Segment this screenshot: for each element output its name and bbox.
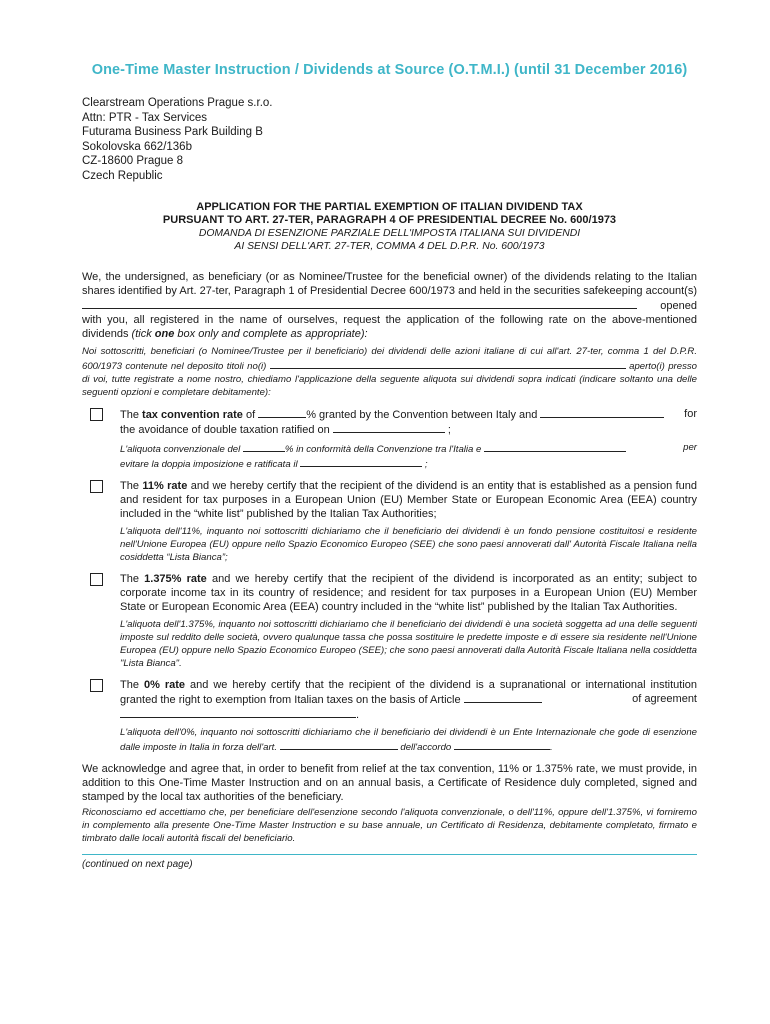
- option-text-it: .: [549, 742, 553, 754]
- heading-en-line2: PURSUANT TO ART. 27-TER, PARAGRAPH 4 OF PRESIDENTIAL DECREE No. 600/1973: [162, 213, 617, 226]
- option-rate-label: 11% rate: [142, 480, 188, 493]
- address-line: Sokolovska 662/136b: [82, 140, 192, 153]
- option-text: of agreement: [632, 693, 697, 706]
- address-line: Clearstream Operations Prague s.r.o.: [82, 97, 273, 109]
- option-text-it: % in conformità della Convenzione tra l'Italia e: [284, 444, 482, 456]
- option-treaty-it: [120, 441, 697, 471]
- address-line: Futurama Business Park Building B: [82, 126, 263, 139]
- option-1375-rate: [82, 572, 697, 670]
- option-text-it: dell'accordo: [400, 742, 452, 754]
- option-0-it: [120, 726, 697, 754]
- deposit-number-field[interactable]: [270, 358, 626, 369]
- treaty-rate-field[interactable]: [258, 407, 306, 418]
- acknowledgement-it: Riconosciamo ed accettiamo che, per beneficiare dell'esenzione secondo l'aliquota convenzionale, o dell'11%, oppure dell'1.375%, vi forniremo in complemento alla presente One-Time Master Instruction e su base annuale, un Certificato di Residenza, debitamente completato, firmato e timbrato dalle locali autorità fiscali del beneficiario.: [82, 807, 697, 845]
- option-text: and we hereby certify that the recipient of the dividend is incorporated as an entity; subject to corporate income tax in its country of residence; and resident for tax purposes in a European Union (EU) Member State or European Economic Area (EEA) country included in the “white list” published by the Italian Tax Authorities.: [120, 573, 697, 614]
- intro-italian: [82, 345, 697, 399]
- option-1375-en: [120, 572, 697, 614]
- address-line: Attn: PTR - Tax Services: [82, 111, 208, 124]
- option-text-it: L'aliquota convenzionale del: [120, 444, 241, 456]
- intro-en-text-b: opened with you, all registered in the name of ourselves, request the application of the following rate on the above-mentioned dividends: [82, 300, 697, 341]
- application-heading: [82, 201, 697, 254]
- treaty-rate-field-it[interactable]: [243, 441, 285, 452]
- option-11-it: L'aliquota dell'11%, inquanto noi sottoscritti dichiariamo che il beneficiario dei dividendi è un fondo pensione costituitosi e residente nell'Unione Europea (EU) oppure nello Spazio Economico Europeo (SEE) che sono paesi annoverati dall' Autorità Fiscale Italiana nella cosiddetta “Lista Bianca”;: [120, 526, 697, 564]
- option-text: The: [120, 679, 139, 692]
- intro-it-text-b: aperto(i) presso di voi, tutte registrate a nome nostro, chiediamo l'applicazione della seguente aliquota sui dividendi sopra indicati (indicare soltanto una delle seguenti opzioni e completare debitamente):: [82, 361, 698, 399]
- address-line: CZ-18600 Prague 8: [82, 155, 184, 168]
- option-text-it: ;: [424, 459, 428, 471]
- option-text: % granted by the Convention between Italy and: [306, 409, 538, 422]
- acknowledgement: [82, 762, 697, 845]
- rate-11-checkbox[interactable]: [90, 480, 103, 493]
- intro-it-text-a: Noi sottoscritti, beneficiari (o Nominee/Trustee per il beneficiario) dei dividendi delle azioni italiane di cui all'art. 27-ter, comma 1 del D.P.R. 600/1973 contenute nel deposito titoli no(i): [82, 346, 697, 373]
- option-text: The: [120, 480, 139, 493]
- option-text: .: [356, 709, 360, 722]
- intro-en-text-a: We, the undersigned, as beneficiary (or as Nominee/Trustee for the beneficial owner) of the dividends relating to the Italian shares identified by Art. 27-ter, Paragraph 1 of Presidential Decree 600/1973 and held in the securities safekeeping account(s): [82, 271, 697, 298]
- option-text-it: L'aliquota dell'0%, inquanto noi sottoscritti dichiariamo che il beneficiario dei dividendi è un Ente Internazionale che gode di esenzione dalle imposte in Italia in forza dell'art.: [120, 727, 697, 754]
- option-0-rate: [82, 678, 697, 754]
- recipient-address: [82, 96, 697, 184]
- heading-en-line1: APPLICATION FOR THE PARTIAL EXEMPTION OF ITALIAN DIVIDEND TAX: [196, 200, 583, 213]
- option-rate-label: 0% rate: [143, 679, 186, 692]
- address-line: Czech Republic: [82, 169, 163, 182]
- option-text: ;: [447, 424, 451, 437]
- rate-1375-checkbox[interactable]: [90, 573, 103, 586]
- option-11-en: [120, 479, 697, 521]
- intro-english: [82, 270, 697, 341]
- heading-it-line1: DOMANDA DI ESENZIONE PARZIALE DELL'IMPOSTA ITALIANA SUI DIVIDENDI: [198, 228, 581, 240]
- option-11-rate: [82, 479, 697, 564]
- option-treaty-en: [120, 407, 697, 437]
- tick-note-pre: (tick: [131, 328, 152, 341]
- option-text: of: [245, 409, 256, 422]
- treaty-country-field-it[interactable]: [484, 441, 626, 452]
- option-text: The: [120, 409, 139, 422]
- divider: [82, 854, 697, 855]
- option-rate-label: tax convention rate: [142, 409, 243, 422]
- continued-note: (continued on next page): [82, 859, 193, 871]
- article-field[interactable]: [464, 692, 542, 703]
- option-text: the avoidance of double taxation ratified on: [120, 424, 330, 437]
- ratification-date-field-it[interactable]: [300, 456, 422, 467]
- option-text: for: [684, 408, 697, 421]
- heading-it-line2: AI SENSI DELL'ART. 27-TER, COMMA 4 DEL D.P.R. No. 600/1973: [234, 241, 545, 253]
- agreement-field-it[interactable]: [454, 739, 550, 750]
- option-text-it: per: [683, 442, 697, 454]
- form-page: [82, 62, 697, 870]
- article-field-it[interactable]: [280, 739, 398, 750]
- option-text: The: [120, 573, 139, 586]
- tax-convention-rate-checkbox[interactable]: [90, 408, 103, 421]
- tick-note-post: box only and complete as appropriate):: [177, 328, 368, 341]
- document-title: One-Time Master Instruction / Dividends at Source (O.T.M.I.) (until 31 December 2016): [91, 62, 688, 78]
- treaty-country-field[interactable]: [540, 407, 664, 418]
- rate-0-checkbox[interactable]: [90, 679, 103, 692]
- account-number-field[interactable]: [82, 298, 637, 309]
- agreement-field[interactable]: [120, 707, 356, 718]
- option-text-it: evitare la doppia imposizione e ratificata il: [120, 459, 298, 471]
- option-text: and we hereby certify that the recipient of the dividend is an entity that is established as a pension fund and resident for tax purposes in a European Union (EU) Member State or European Economic Area (EEA) country included in the “white list” published by the Italian Tax Authorities;: [120, 480, 698, 521]
- acknowledgement-en: We acknowledge and agree that, in order to benefit from relief at the tax convention, 11% or 1.375% rate, we must provide, in addition to this One-Time Master Instruction and on an annual basis, a Certificate of Residence duly completed, signed and stamped by the local tax authorities of the beneficiary.: [82, 763, 697, 804]
- tick-note-one: one: [154, 328, 175, 341]
- option-1375-it: L'aliquota dell'1.375%, inquanto noi sottoscritti dichiariamo che il beneficiario dei dividendi è una società soggetta ad una delle seguenti imposte sul reddito delle società, ovvero qualunque tassa che possa sostituire le predette imposte e di essere sia residente nell'Unione Europea (EU) oppure nello Spazio Economico Europeo (SEE); che sono paesi annoverati dalla Autorità Fiscale Italiana nella cosiddetta "Lista Bianca".: [120, 619, 697, 670]
- ratification-date-field[interactable]: [333, 422, 445, 433]
- option-rate-label: 1.375% rate: [144, 573, 207, 586]
- option-tax-convention-rate: [82, 407, 697, 471]
- option-0-en: [120, 678, 697, 722]
- option-text: and we hereby certify that the recipient of the dividend is a supranational or international institution granted the right to exemption from Italian taxes on the basis of Article: [120, 679, 697, 707]
